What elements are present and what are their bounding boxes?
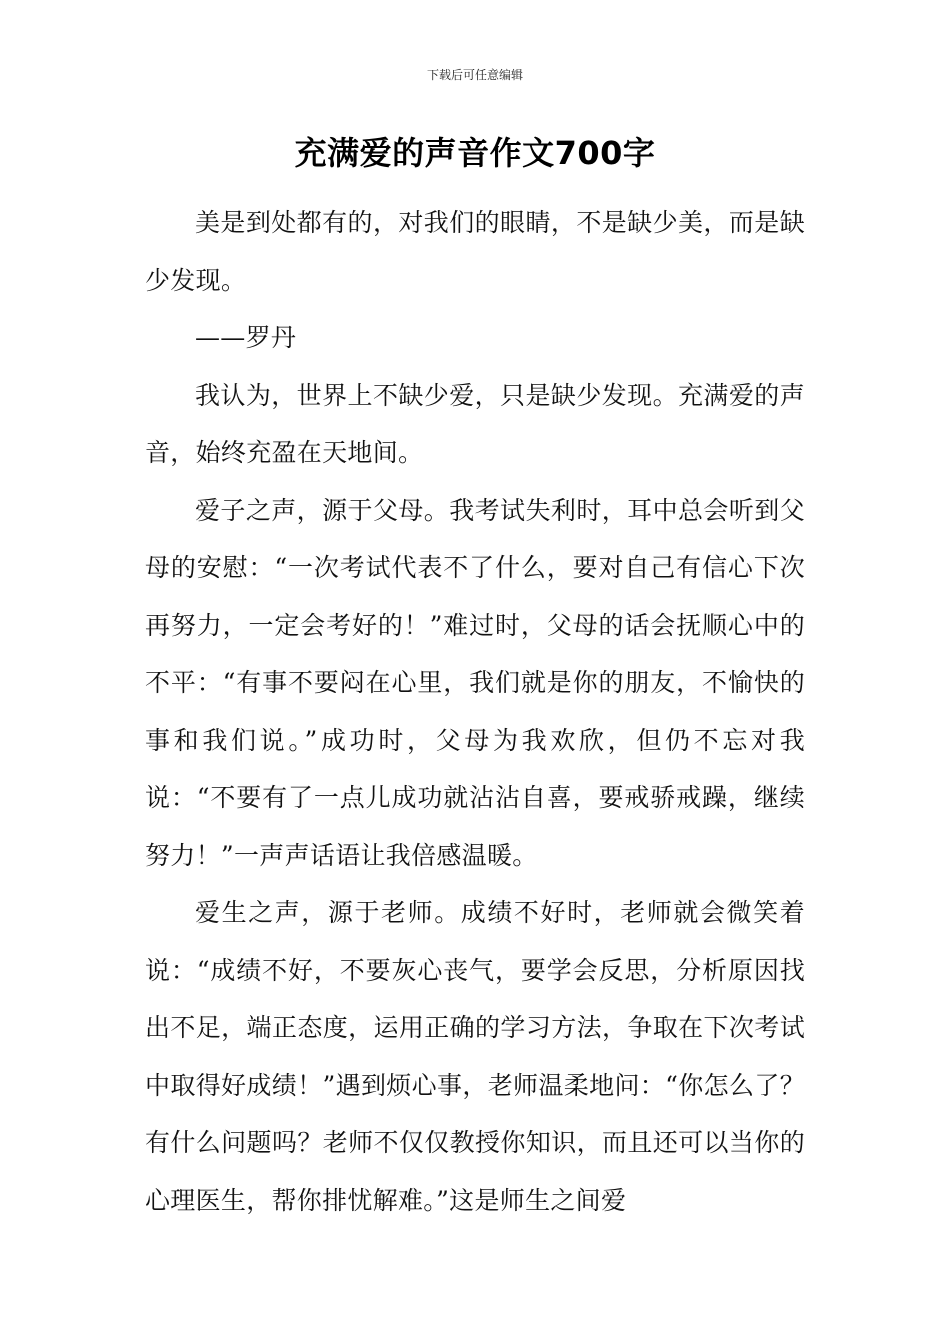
paragraph-intro: 我认为，世界上不缺少爱，只是缺少发现。充满爱的声音，始终充盈在天地间。	[145, 380, 805, 467]
paragraph-quote-author: ——罗丹	[195, 323, 297, 352]
essay-body	[145, 194, 805, 1229]
header-note: 下载后可任意编辑	[426, 68, 523, 82]
document-title: 充满爱的声音作文700字	[294, 134, 656, 172]
paragraph-quote: 美是到处都有的，对我们的眼睛，不是缺少美，而是缺少发现。	[145, 208, 805, 295]
paragraph-teachers: 爱生之声，源于老师。成绩不好时，老师就会微笑着说：“成绩不好，不要灰心丧气，要学会反思，分析原因找出不足，端正态度，运用正确的学习方法，争取在下次考试中取得好成绩！”遇到烦心事，老师温柔地问：“你怎么了？有什么问题吗？老师不仅仅教授你知识，而且还可以当你的心理医生，帮你排忧解难。”这是师生之间爱	[145, 898, 805, 1215]
paragraph-parents: 爱子之声，源于父母。我考试失利时，耳中总会听到父母的安慰：“一次考试代表不了什么，要对自己有信心下次再努力，一定会考好的！”难过时，父母的话会抚顺心中的不平：“有事不要闷在心里，我们就是你的朋友，不愉快的事和我们说。”成功时，父母为我欢欣，但仍不忘对我说：“不要有了一点儿成功就沾沾自喜，要戒骄戒躁，继续努力！”一声声话语让我倍感温暖。	[145, 495, 805, 870]
